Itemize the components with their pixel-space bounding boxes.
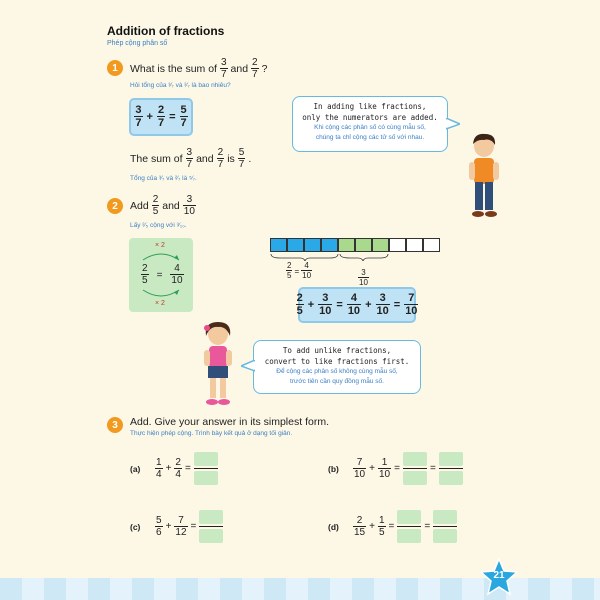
times-two-top: × 2: [155, 242, 165, 249]
answer-box[interactable]: [194, 452, 218, 485]
answer-box[interactable]: [199, 510, 223, 543]
question-2-prompt: Add $\frac{2}{5}$ and $\frac{3}{10}$: [130, 194, 195, 217]
speech-bubble-unlike-fractions: To add unlike fractions, convert to like fractions first. Để cộng các phân số không cùng mẫu số, trước tiên cần quy đồng mẫu số.: [253, 340, 421, 394]
fraction: $\frac{3}{7}$: [220, 57, 227, 80]
answer-box-simplified[interactable]: [433, 510, 457, 543]
speech-bubble-like-fractions: In adding like fractions, only the numerators are added. Khi cộng các phân số có cùng mẫu số, chúng ta chỉ cộng các tử số với nhau.: [292, 96, 448, 152]
exercise-b: (b) $\frac{7}{10}$ + $\frac{1}{10}$ = =: [328, 452, 463, 485]
fraction-bar-model: [270, 238, 440, 252]
question-1-prompt: What is the sum of $\frac{3}{7}$ and $\frac{2}{7}$ ?: [130, 57, 268, 80]
q2-equation-box: $\frac{2}{5}$ + $\frac{3}{10}$ = $\frac{4}{10}$ + $\frac{3}{10}$ = $\frac{7}{10}$: [298, 287, 416, 323]
bar-cell: [355, 238, 372, 252]
answer-box[interactable]: [397, 510, 421, 543]
bar-cell: [338, 238, 355, 252]
bar-cell: [372, 238, 389, 252]
fraction: $\frac{2}{7}$: [252, 57, 258, 80]
exercise-d: (d) $\frac{2}{15}$ + $\frac{1}{5}$ = =: [328, 510, 457, 543]
girl-illustration: [198, 320, 238, 408]
q1-answer-sentence: The sum of $\frac{3}{7}$ and $\frac{2}{7}$ is $\frac{5}{7}$ .: [130, 147, 252, 170]
conversion-arrow-bottom: [140, 288, 182, 300]
answer-box-simplified[interactable]: [439, 452, 463, 485]
question-3-translation: Thực hiện phép cộng. Trình bày kết quả ở dạng tối giản.: [130, 430, 293, 437]
question-1-translation: Hỏi tổng của ³⁄₇ và ²⁄₇ là bao nhiêu?: [130, 82, 231, 89]
boy-illustration: [464, 132, 504, 220]
conversion-arrow-top: [140, 250, 182, 262]
page-title: Addition of fractions: [107, 24, 225, 38]
bubble-tail: [241, 360, 255, 372]
bar-label-left: $\frac{2}{5}$ = $\frac{4}{10}$: [287, 261, 312, 280]
bubble-tail: [446, 118, 460, 130]
bar-cell: [321, 238, 338, 252]
times-two-bottom: × 2: [155, 300, 165, 307]
bar-label-right: $\frac{3}{10}$: [359, 268, 368, 287]
question-2-badge: 2: [107, 198, 123, 214]
bar-cell: [270, 238, 287, 252]
question-3-badge: 3: [107, 417, 123, 433]
bar-braces: [270, 253, 390, 261]
question-2-translation: Lấy ²⁄₅ cộng với ³⁄₁₀.: [130, 222, 187, 229]
exercise-a: (a) $\frac{1}{4}$ + $\frac{2}{4}$ =: [130, 452, 218, 485]
exercise-c: (c) $\frac{5}{6}$ + $\frac{7}{12}$ =: [130, 510, 223, 543]
page-subtitle: Phép cộng phân số: [107, 40, 168, 47]
bar-cell: [304, 238, 321, 252]
question-1-badge: 1: [107, 60, 123, 76]
bar-cell: [287, 238, 304, 252]
question-3-prompt: Add. Give your answer in its simplest form.: [130, 416, 329, 428]
conversion-equation: $\frac{2}{5}$ = $\frac{4}{10}$: [142, 263, 183, 286]
bar-cell: [389, 238, 406, 252]
bar-cell: [423, 238, 440, 252]
q1-answer-translation: Tổng của ³⁄₇ và ²⁄₇ là ⁵⁄₇.: [130, 175, 197, 182]
bar-cell: [406, 238, 423, 252]
answer-box[interactable]: [403, 452, 427, 485]
page-number: 21: [493, 570, 505, 581]
q1-equation-box: $\frac{3}{7}$ + $\frac{2}{7}$ = $\frac{5}{7}$: [129, 98, 193, 136]
